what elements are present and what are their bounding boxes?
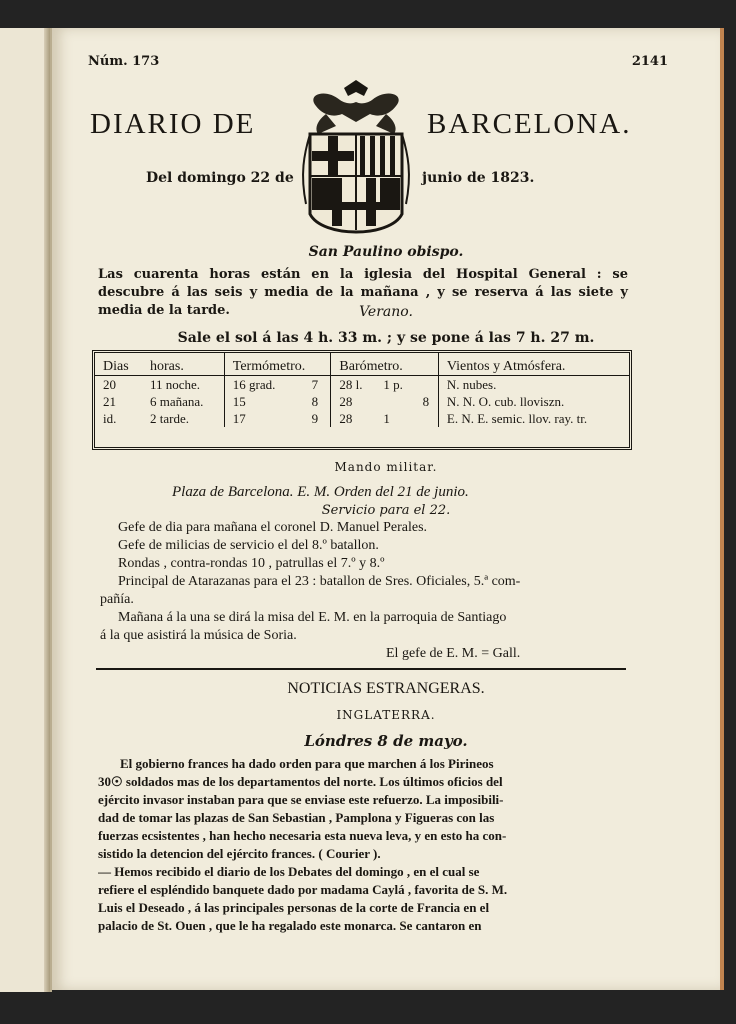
coat-of-arms-icon [296,74,416,236]
cell: 8 [422,394,430,409]
cell [415,376,439,394]
news-line: Luis el Deseado , á las principales personas de la corte de Francia en el [98,900,490,915]
cell: 1 [383,411,390,426]
cell: E. N. E. semic. llov. ray. tr. [438,410,629,427]
cell: 1 p. [383,377,403,392]
cell: 11 noche. [150,377,201,392]
military-line: Principal de Atarazanas para el 23 : batallon de Sres. Oficiales, 5.ª com- [118,574,521,589]
cell: 7 [311,377,319,392]
divider [96,668,626,670]
news-line: dad de tomar las plazas de San Sebastian , Pamplona y Figueras con las [98,810,495,825]
page-number: 2141 [631,54,668,69]
saint-of-day: San Paulino obispo. [308,244,464,260]
date-right: junio de 1823. [422,170,535,186]
cell: 28 l. [331,376,375,394]
col-header-hours: horas. [142,353,224,376]
col-header-winds: Vientos y Atmósfera. [438,353,629,376]
col-header-days: Dias [95,353,142,376]
date-left: Del domingo 22 de [146,170,294,186]
news-line: 30☉ soldados mas de los departamentos del norte. Los últimos oficios del [98,774,503,789]
table-row [95,376,629,394]
col-header-thermometer: Termómetro. [224,353,331,376]
cell: 15 [224,393,303,410]
left-page-edge [0,28,52,992]
masthead-title-right: BARCELONA. [427,108,632,140]
news-line: El gobierno frances ha dado orden para que marchen á los Pirineos [120,756,494,771]
military-line: á la que asistirá la música de Soria. [100,628,297,643]
news-line: refiere el espléndido banquete dado por madama Caylá , favorita de S. M. [98,882,508,897]
cell: id. [103,411,117,426]
cell: 8 [311,394,319,409]
news-heading: NOTICIAS ESTRANGERAS. [287,680,485,697]
military-line: Gefe de dia para mañana el coronel D. Manuel Perales. [118,520,428,535]
forty-hours-notice: Las cuarenta horas están en la iglesia del Hospital General : se descubre á las seis y media de la mañana , y se reserva á las siete y media de la tarde. [98,267,628,318]
table-row [95,410,629,427]
cell: 20 [103,377,116,392]
cell: 6 mañana. [150,394,204,409]
issue-number: Núm. 173 [88,54,160,69]
table-row [95,393,629,410]
cell: 28 [331,410,375,427]
cell [375,393,414,410]
cell [415,410,439,427]
country-heading: INGLATERRA. [336,708,436,722]
col-header-barometer: Barómetro. [331,353,438,376]
cell: 21 [103,394,116,409]
cell: 2 tarde. [150,411,189,426]
cell: 9 [311,411,319,426]
news-line: ejército invasor instaban para que se enviase este refuerzo. La imposibili- [98,792,504,807]
cell: N. N. O. cub. lloviszn. [438,393,629,410]
sunrise-sunset: Sale el sol á las 4 h. 33 m. ; y se pone á las 7 h. 27 m. [177,330,595,346]
military-line: pañía. [100,592,134,607]
news-line: sistido la detencion del ejército frances. ( Courier ). [98,846,381,861]
cell: 17 [224,410,303,427]
newspaper-page [52,28,724,990]
cell: 28 [331,393,375,410]
military-signature: El gefe de E. M. = Gall. [386,646,521,661]
cell: 16 grad. [224,376,303,394]
military-order-dateline: Plaza de Barcelona. E. M. Orden del 21 de junio. [172,484,469,500]
masthead-title-left: DIARIO DE [90,108,256,140]
season-label: Verano. [359,304,413,320]
service-subheading: Servicio para el 22. [321,503,451,518]
news-line: palacio de St. Ouen , que le ha regalado este monarca. Se cantaron en [98,918,482,933]
cell: N. nubes. [438,376,629,394]
weather-table [92,350,632,450]
military-line: Gefe de milicias de servicio el del 8.º batallon. [118,538,379,553]
military-line: Mañana á la una se dirá la misa del E. M. en la parroquia de Santiago [118,610,507,625]
news-line: — Hemos recibido el diario de los Debates del domingo , en el cual se [98,864,480,879]
news-line: fuerzas ecsistentes , han hecho necesaria esta nueva leva, y en esto ha con- [98,828,507,843]
military-line: Rondas , contra-rondas 10 , patrullas el 7.º y 8.º [118,556,385,571]
section-heading-military: Mando militar. [334,460,438,474]
news-dateline: Lóndres 8 de mayo. [304,732,468,750]
